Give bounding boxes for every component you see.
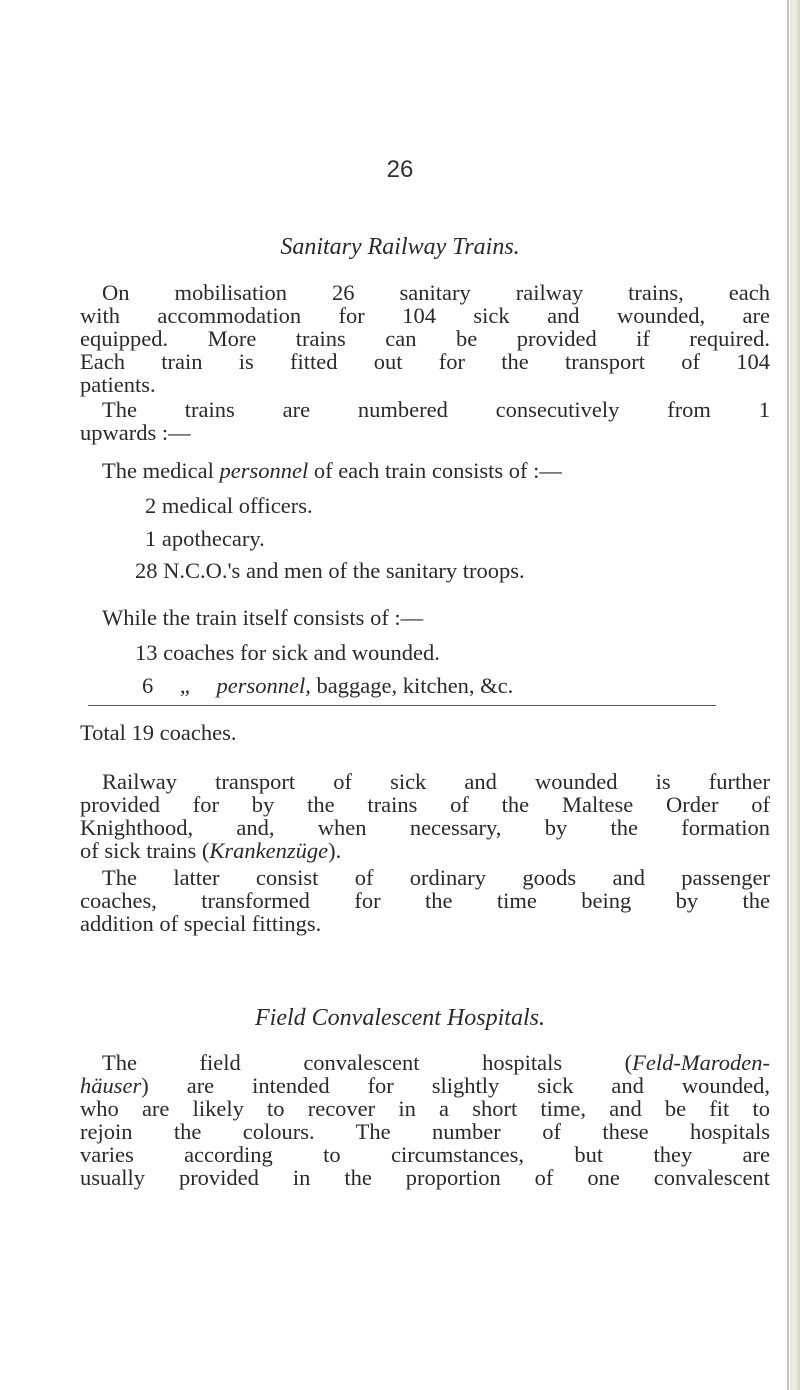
list-item bbox=[142, 673, 513, 699]
list-item: 28 N.C.O.'s and men of the sanitary troops. bbox=[135, 558, 525, 583]
text-line: The trains are numbered consecutively from 1 bbox=[102, 397, 770, 422]
text-line: addition of special fittings. bbox=[80, 911, 322, 936]
paragraph-numbering bbox=[80, 398, 770, 444]
text-fragment: ). bbox=[328, 838, 342, 863]
text-line: equipped. More trains can be provided if required. bbox=[80, 326, 770, 351]
text-line: who are likely to recover in a short time, and be fit to bbox=[80, 1096, 770, 1121]
paragraph-latter bbox=[80, 866, 770, 935]
text-line: varies according to circumstances, but they are bbox=[80, 1142, 770, 1167]
italic-term: Feld-Maroden- bbox=[632, 1050, 770, 1075]
text-line bbox=[80, 459, 770, 482]
page-edge bbox=[790, 0, 800, 1390]
text-fragment: The medical bbox=[102, 458, 220, 483]
page-edge-line bbox=[787, 0, 789, 1390]
section-heading-sanitary-railway-trains: Sanitary Railway Trains. bbox=[280, 234, 520, 260]
text-line: provided for by the trains of the Maltese Order of bbox=[80, 792, 770, 817]
text-line bbox=[80, 839, 770, 862]
list-item: 13 coaches for sick and wounded. bbox=[135, 640, 440, 665]
italic-term: Krankenzüge bbox=[209, 838, 329, 863]
text-line bbox=[80, 1051, 770, 1074]
text-fragment: The field convalescent hospitals ( bbox=[102, 1050, 633, 1075]
paragraph-personnel-intro bbox=[80, 459, 770, 482]
text-line: Railway transport of sick and wounded is further bbox=[102, 769, 770, 794]
text-line: rejoin the colours. The number of these hospitals bbox=[80, 1119, 770, 1144]
divider-rule bbox=[88, 705, 716, 706]
list-item: 2 medical officers. bbox=[145, 493, 313, 518]
text-line: patients. bbox=[80, 372, 156, 397]
text-line: upwards :— bbox=[80, 420, 191, 445]
text-line bbox=[80, 1074, 770, 1097]
text-fragment: of each train consists of :— bbox=[308, 458, 562, 483]
paragraph-mobilisation bbox=[80, 281, 770, 396]
item-number: 6 bbox=[142, 673, 154, 698]
italic-term: häuser bbox=[80, 1073, 142, 1098]
ditto-mark: „ bbox=[179, 673, 190, 698]
text-line: Each train is fitted out for the transport of 104 bbox=[80, 349, 770, 374]
italic-term: personnel bbox=[219, 458, 309, 483]
text-line: usually provided in the proportion of one convalescent bbox=[80, 1165, 770, 1190]
section-heading-field-convalescent-hospitals: Field Convalescent Hospitals. bbox=[255, 1005, 545, 1031]
paragraph-train-intro bbox=[80, 606, 770, 629]
italic-term: personnel, bbox=[216, 673, 311, 698]
text-line: coaches, transformed for the time being by the bbox=[80, 888, 770, 913]
text-line: with accommodation for 104 sick and wounded, are bbox=[80, 303, 770, 328]
text-fragment: ) are intended for slightly sick and wounded, bbox=[141, 1073, 770, 1098]
paragraph-railway-transport bbox=[80, 770, 770, 862]
text-fragment: of sick trains ( bbox=[80, 838, 210, 863]
text-line: The latter consist of ordinary goods and passenger bbox=[102, 865, 770, 890]
text-line: While the train itself consists of :— bbox=[102, 605, 424, 630]
text-line: Knighthood, and, when necessary, by the formation bbox=[80, 815, 770, 840]
page-number: 26 bbox=[386, 156, 414, 183]
list-item: 1 apothecary. bbox=[145, 526, 265, 551]
text-fragment: baggage, kitchen, &c. bbox=[310, 673, 514, 698]
total-line: Total 19 coaches. bbox=[80, 720, 237, 745]
text-line: On mobilisation 26 sanitary railway trains, each bbox=[102, 280, 770, 305]
paragraph-field-hospitals bbox=[80, 1051, 770, 1189]
